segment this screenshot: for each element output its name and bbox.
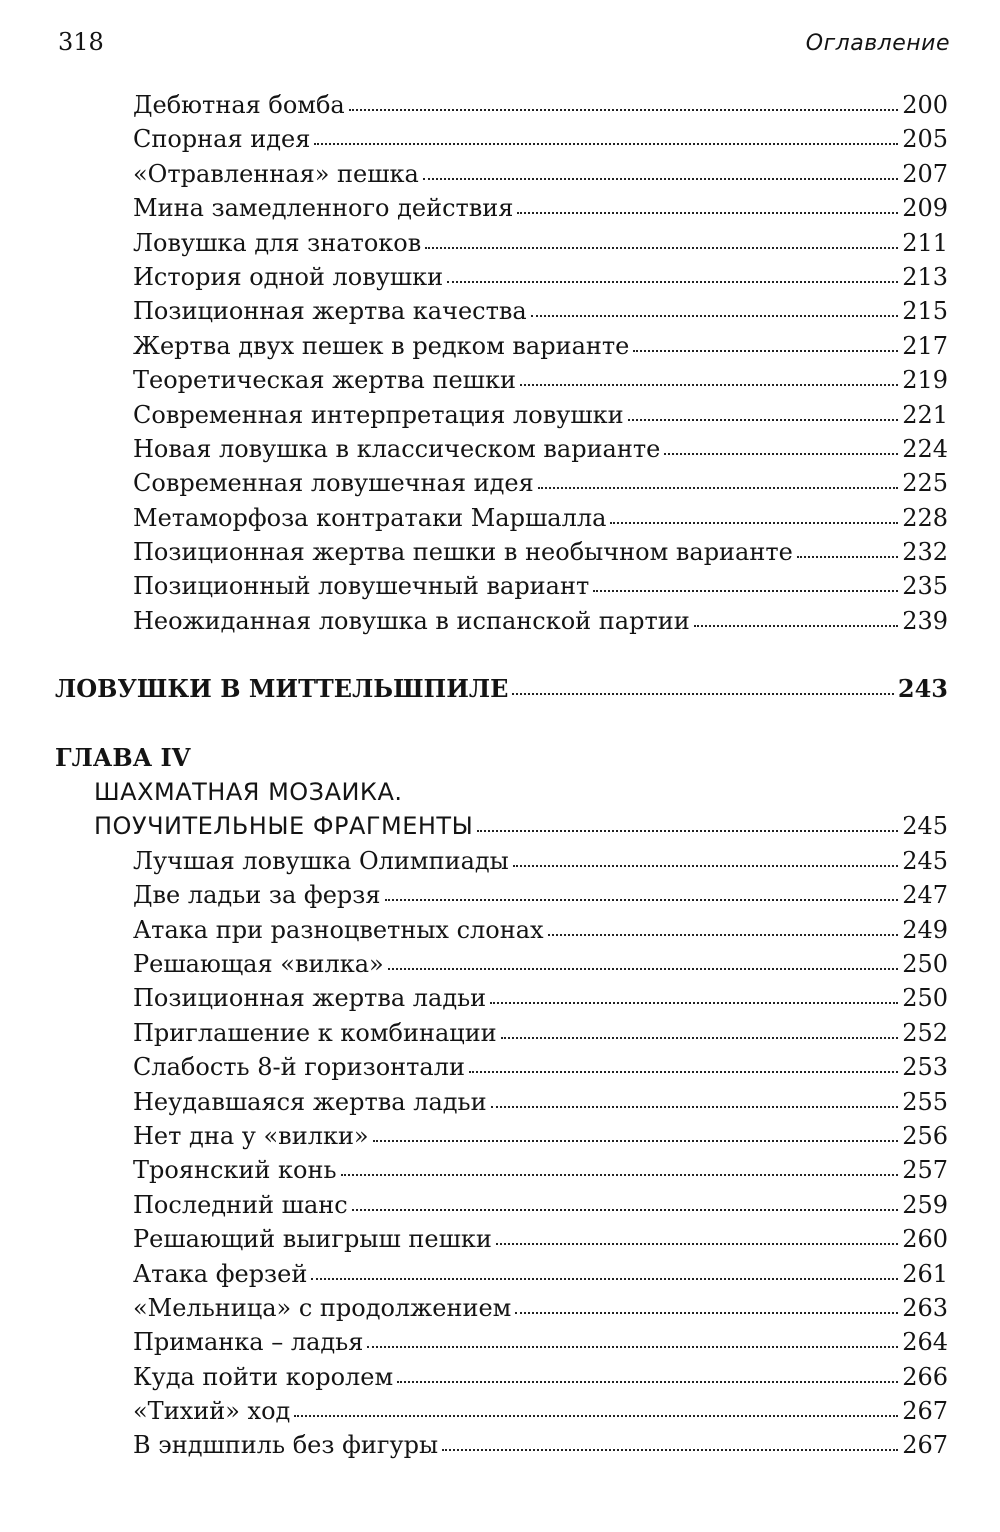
toc-entry-page: 245 [902,812,948,841]
toc-entry-page: 209 [902,194,948,223]
dot-leader [447,275,898,283]
toc-entry-title: Мина замедленного действия [133,194,514,223]
toc-entry[interactable] [0,1085,1000,1119]
toc-entry-title: Троянский конь [133,1156,337,1185]
dot-leader [352,1203,898,1211]
toc-entry-title: Новая ловушка в классическом варианте [133,434,661,463]
spacer [0,707,1000,741]
dot-leader [469,1065,898,1073]
toc-group-chapter-items [0,844,1000,1463]
toc-entry-title: Атака при разноцветных слонах [133,915,544,944]
toc-entry-title: «Отравленная» пешка [133,159,419,188]
toc-entry-title: Атака ферзей [133,1259,308,1288]
dot-leader [633,344,898,352]
toc-entry[interactable] [0,913,1000,947]
toc-entry[interactable] [0,260,1000,294]
toc-entry-page: 228 [902,503,948,532]
toc-entry[interactable] [0,1428,1000,1462]
toc-entry-page: 247 [902,881,948,910]
toc-entry[interactable] [0,466,1000,500]
dot-leader [520,378,898,386]
toc-entry-title: Приглашение к комбинации [133,1018,497,1047]
section-title-line: ШАХМАТНАЯ МОЗАИКА. [94,778,403,807]
toc-entry-title: Спорная идея [133,125,311,154]
dot-leader [294,1409,898,1417]
toc-entry-title: Ловушка для знатоков [133,228,422,257]
toc-entry-page: 260 [902,1225,948,1254]
toc-entry-page: 252 [902,1018,948,1047]
toc-entry-page: 257 [902,1156,948,1185]
toc-entry-page: 224 [902,434,948,463]
toc-entry[interactable] [0,157,1000,191]
toc-entry-title: Современная интерпретация ловушки [133,400,624,429]
dot-leader [538,481,898,489]
dot-leader [314,137,898,145]
toc-entry[interactable] [0,363,1000,397]
toc-entry-page: 267 [902,1397,948,1426]
toc-entry[interactable] [0,878,1000,912]
toc-entry-page: 215 [902,297,948,326]
toc-entry-title: Неожиданная ловушка в испанской партии [133,606,690,635]
toc-entry[interactable] [0,329,1000,363]
toc-entry-page: 267 [902,1431,948,1460]
toc-entry[interactable] [0,398,1000,432]
toc-entry-title: ПОУЧИТЕЛЬНЫЕ ФРАГМЕНТЫ [94,812,474,841]
dot-leader [512,687,893,695]
toc-entry-title: «Мельница» с продолжением [133,1293,512,1322]
toc-entry-title: Современная ловушечная идея [133,469,534,498]
toc-entry-title: Дебютная бомба [133,91,345,119]
toc-entry[interactable] [0,1360,1000,1394]
dot-leader [664,447,898,455]
toc-entry-page: 217 [902,331,948,360]
running-title: Оглавление [805,31,950,56]
dot-leader [531,309,898,317]
toc-entry[interactable] [0,1222,1000,1256]
toc-entry-title: В эндшпиль без фигуры [133,1431,439,1460]
toc-section-entry[interactable] [0,809,1000,843]
toc-entry[interactable] [0,1291,1000,1325]
toc-entry[interactable] [0,1153,1000,1187]
toc-entry[interactable] [0,604,1000,638]
toc-entry-page: 213 [902,262,948,291]
toc-entry-page: 263 [902,1293,948,1322]
dot-leader [385,893,899,901]
toc-entry-title: Позиционная жертва ладьи [133,984,487,1013]
toc-entry[interactable] [0,569,1000,603]
toc-entry-title: Позиционная жертва качества [133,297,527,326]
toc-entry-page: 255 [902,1087,948,1116]
toc-entry-page: 253 [902,1053,948,1082]
toc-entry[interactable] [0,432,1000,466]
toc-entry-page: 243 [897,674,948,704]
toc-entry[interactable] [0,501,1000,535]
toc-entry-title: ЛОВУШКИ В МИТТЕЛЬШПИЛЕ [55,674,509,704]
toc-entry-title: Позиционная жертва пешки в необычном варианте [133,538,793,567]
dot-leader [367,1340,898,1348]
dot-leader [388,962,899,970]
toc-entry-title: Слабость 8-й горизонтали [133,1053,465,1082]
toc-entry-page: 211 [902,228,948,257]
dot-leader [442,1443,898,1451]
toc-entry-title: Неудавшаяся жертва ладьи [133,1087,487,1116]
toc-entry[interactable] [0,535,1000,569]
toc-entry-page: 245 [902,846,948,875]
toc-entry-page: 200 [902,91,948,119]
page-number: 318 [58,28,104,56]
dot-leader [311,1272,898,1280]
toc-entry-page: 264 [902,1328,948,1357]
toc-entry-title: Жертва двух пешек в редком варианте [133,331,630,360]
toc-entry-page: 239 [902,606,948,635]
dot-leader [610,516,898,524]
toc-entry-title: Решающий выигрыш пешки [133,1225,492,1254]
dot-leader [425,241,898,249]
dot-leader [517,206,898,214]
toc-entry-page: 232 [902,538,948,567]
toc-entry[interactable] [0,981,1000,1015]
toc-entry[interactable] [0,1188,1000,1222]
toc-entry-page: 266 [902,1362,948,1391]
toc-entry-title: Теоретическая жертва пешки [133,366,516,395]
page-header [58,28,950,64]
table-of-contents [0,88,1000,1463]
spacer [0,638,1000,672]
dot-leader [513,859,898,867]
toc-entry[interactable] [0,294,1000,328]
dot-leader [477,824,898,832]
dot-leader [496,1237,898,1245]
toc-entry-title: Нет дна у «вилки» [133,1121,369,1150]
toc-entry-title: Позиционный ловушечный вариант [133,572,590,601]
dot-leader [491,1100,899,1108]
toc-entry[interactable] [0,88,1000,122]
dot-leader [490,996,898,1004]
toc-entry-title: Решающая «вилка» [133,949,384,978]
toc-entry[interactable] [0,1394,1000,1428]
toc-entry-page: 250 [902,984,948,1013]
toc-entry[interactable] [0,191,1000,225]
toc-entry[interactable] [0,122,1000,156]
dot-leader [423,172,898,180]
toc-entry[interactable] [0,1119,1000,1153]
toc-entry[interactable] [0,844,1000,878]
toc-entry-page: 207 [902,159,948,188]
toc-entry[interactable] [0,1257,1000,1291]
toc-entry-title: История одной ловушки [133,262,444,291]
toc-entry-title: Две ладьи за ферзя [133,881,381,910]
toc-entry[interactable] [0,1325,1000,1359]
toc-entry-title: Метаморфоза контратаки Маршалла [133,503,607,532]
toc-entry-page: 205 [902,125,948,154]
toc-entry[interactable] [0,1050,1000,1084]
toc-entry-page: 249 [902,915,948,944]
toc-entry-page: 259 [902,1190,948,1219]
toc-entry[interactable] [0,226,1000,260]
toc-entry-title: Приманка – ладья [133,1328,364,1357]
toc-entry-title: Лучшая ловушка Олимпиады [133,846,509,875]
dot-leader [628,413,899,421]
toc-entry-page: 219 [902,366,948,395]
dot-leader [593,584,898,592]
toc-entry-page: 256 [902,1121,948,1150]
toc-entry-page: 261 [902,1259,948,1288]
toc-entry-title: «Тихий» ход [133,1397,291,1426]
dot-leader [548,928,899,936]
dot-leader [501,1031,899,1039]
toc-group-openings [0,88,1000,638]
toc-entry[interactable] [0,1016,1000,1050]
dot-leader [341,1168,899,1176]
toc-entry-page: 250 [902,949,948,978]
dot-leader [373,1134,899,1142]
toc-entry-title: Последний шанс [133,1190,348,1219]
dot-leader [515,1306,898,1314]
toc-entry-page: 221 [902,400,948,429]
toc-entry-page: 225 [902,469,948,498]
toc-entry-title: Куда пойти королем [133,1362,394,1391]
dot-leader [397,1375,898,1383]
toc-entry-page: 235 [902,572,948,601]
chapter-heading: ГЛАВА IV [55,742,191,772]
toc-entry[interactable] [0,947,1000,981]
toc-part-entry[interactable] [0,672,1000,706]
dot-leader [694,619,898,627]
dot-leader [797,550,898,558]
dot-leader [349,103,898,111]
